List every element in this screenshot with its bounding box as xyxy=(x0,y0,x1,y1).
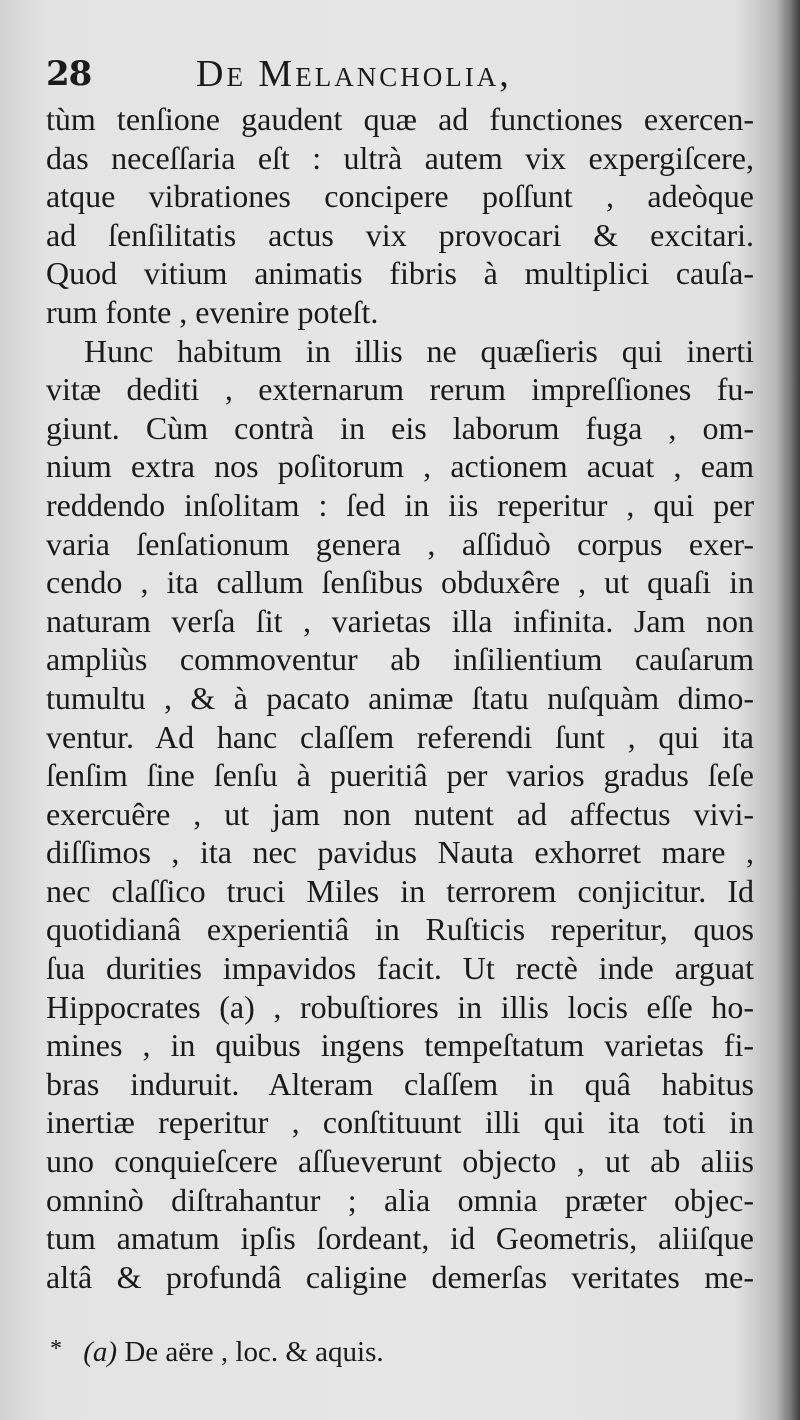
text-line: ad ſenſilitatis actus vix provocari & excitari. xyxy=(46,216,754,253)
text-line: bras induruit. Alteram claſſem in quâ habitus xyxy=(46,1065,754,1102)
text-line: Hunc habitum in illis ne quæſieris qui inerti xyxy=(84,332,754,369)
page-number: 28 xyxy=(46,54,92,94)
text-line: Quod vitium animatis fibris à multiplici cauſa- xyxy=(46,255,754,292)
text-line: ventur. Ad hanc claſſem referendi ſunt , qui ita xyxy=(46,718,754,755)
running-title: De Melancholia, xyxy=(196,53,512,95)
text-line: tum amatum ipſis ſordeant, id Geometris, aliiſque xyxy=(46,1220,754,1257)
body-text xyxy=(46,100,754,1296)
text-line: ſenſim ſine ſenſu à pueritiâ per varios gradus ſeſe xyxy=(46,757,754,794)
paragraph-2 xyxy=(46,332,754,1297)
text-line: cendo , ita callum ſenſibus obduxêre , ut quaſi in xyxy=(46,564,754,601)
footnote-reference xyxy=(83,1336,117,1368)
footnote-ref-label: (a) xyxy=(83,1336,118,1368)
text-line: diſſimos , ita nec pavidus Nauta exhorret mare , xyxy=(46,834,754,871)
text-line: altâ & profundâ caligine demerſas veritates me- xyxy=(46,1258,754,1295)
page-header xyxy=(46,52,766,98)
text-line: uno conquieſcere aſſueverunt objecto , ut ab aliis xyxy=(46,1143,754,1180)
text-line: quotidianâ experientiâ in Ruſticis reperitur, quos xyxy=(46,911,754,948)
text-line: ampliùs commoventur ab inſilientium cauſarum xyxy=(46,641,754,678)
text-line: tùm tenſione gaudent quæ ad functiones exercen- xyxy=(46,101,754,137)
footnote xyxy=(50,1336,384,1369)
text-line: ſua durities impavidos facit. Ut rectè inde arguat xyxy=(46,950,754,987)
text-line: vitæ dediti , externarum rerum impreſſiones fu- xyxy=(46,371,754,408)
text-line: das neceſſaria eſt : ultrà autem vix expergiſcere, xyxy=(46,139,754,176)
text-line: omninò diſtrahantur ; alia omnia præter objec- xyxy=(46,1181,754,1218)
footnote-text: De aëre , loc. & aquis. xyxy=(124,1336,384,1368)
text-line: inertiæ reperitur , conſtituunt illi qui ita toti in xyxy=(46,1104,754,1141)
footnote-marker: * xyxy=(50,1336,62,1362)
text-line: rum fonte , evenire poteſt. xyxy=(46,293,379,330)
text-line: Hippocrates (a) , robuſtiores in illis locis eſſe ho- xyxy=(46,988,754,1025)
text-line: naturam verſa ſit , varietas illa infinita. Jam non xyxy=(46,602,754,639)
text-line: reddendo inſolitam : ſed in iis reperitur , qui per xyxy=(46,486,754,523)
text-line: nec claſſico truci Miles in terrorem conjicitur. Id xyxy=(46,872,754,909)
text-line: mines , in quibus ingens tempeſtatum varietas fi- xyxy=(46,1027,754,1064)
text-line: varia ſenſationum genera , aſſiduò corpus exer- xyxy=(46,525,754,562)
text-line: exercuêre , ut jam non nutent ad affectus vivi- xyxy=(46,795,754,832)
text-line: tumultu , & à pacato animæ ſtatu nuſquàm dimo- xyxy=(46,679,754,716)
paragraph-1 xyxy=(46,100,754,332)
page-edge-shadow xyxy=(776,0,800,1420)
text-line: atque vibrationes concipere poſſunt , adeòque xyxy=(46,178,754,215)
text-line: giunt. Cùm contrà in eis laborum fuga , om- xyxy=(46,409,754,446)
text-line: nium extra nos poſitorum , actionem acuat , eam xyxy=(46,448,754,485)
